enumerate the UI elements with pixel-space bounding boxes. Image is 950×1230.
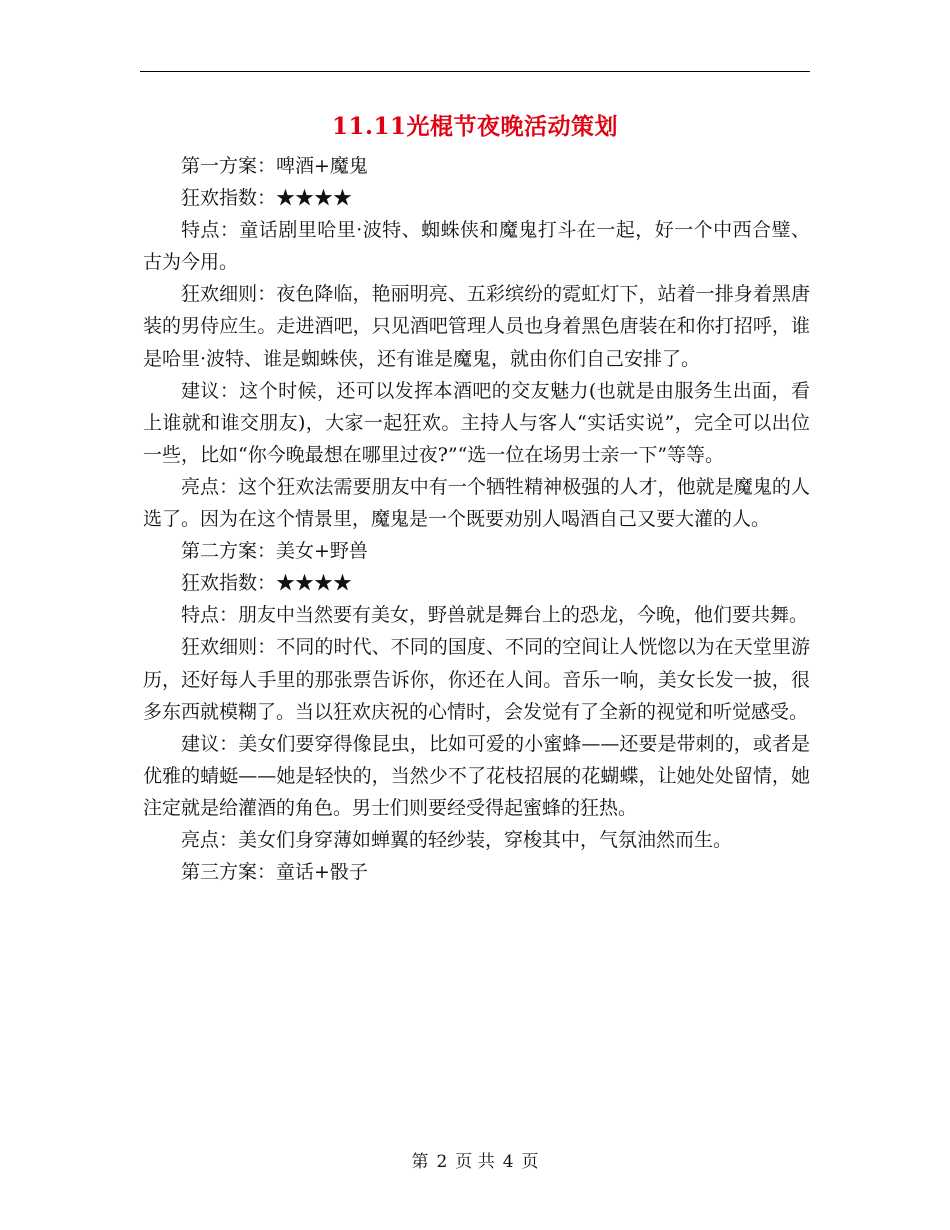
paragraph: 狂欢指数：★★★★ xyxy=(181,187,353,210)
paragraph: 亮点：美女们身穿薄如蝉翼的轻纱装，穿梭其中，气氛油然而生。 xyxy=(181,828,733,851)
footer-prefix: 第 xyxy=(411,1152,429,1172)
paragraph: 第三方案：童话+骰子 xyxy=(181,861,368,884)
paragraph: 第二方案：美女+野兽 xyxy=(181,540,368,563)
document-title: 11.11光棍节夜晚活动策划 xyxy=(331,113,619,140)
paragraph: 亮点：这个狂欢法需要朋友中有一个牺牲精神极强的人才，他就是魔鬼的人选了。因为在这个情景里，魔鬼是一个既要劝别人喝酒自己又要大灌的人。 xyxy=(143,475,810,531)
current-page-number: 2 xyxy=(436,1152,448,1172)
document-body xyxy=(143,150,810,888)
paragraph: 特点：童话剧里哈里·波特、蜘蛛侠和魔鬼打斗在一起，好一个中西合璧、古为今用。 xyxy=(143,219,810,274)
paragraph: 特点：朋友中当然要有美女，野兽就是舞台上的恐龙，今晚，他们要共舞。 xyxy=(181,604,809,627)
page-footer xyxy=(140,1150,810,1174)
footer-suffix: 页 xyxy=(521,1152,539,1172)
paragraph: 建议：美女们要穿得像昆虫，比如可爱的小蜜蜂——还要是带刺的，或者是优雅的蜻蜓——她是轻快的，当然少不了花枝招展的花蝴蝶，让她处处留情，她注定就是给灌酒的角色。男士们则要经受得起蜜蜂的狂热。 xyxy=(143,732,810,819)
header-rule xyxy=(140,71,810,72)
paragraph: 第一方案：啤酒+魔鬼 xyxy=(181,155,368,177)
total-pages-number: 4 xyxy=(502,1152,514,1172)
paragraph: 建议：这个时候，还可以发挥本酒吧的交友魅力(也就是由服务生出面，看上谁就和谁交朋友)，大家一起狂欢。主持人与客人“实话实说”，完全可以出位一些，比如“你今晚最想在哪里过夜?”“选一位在场男士亲一下”等等。 xyxy=(143,379,810,466)
footer-middle: 页 共 xyxy=(455,1152,495,1172)
paragraph: 狂欢细则：不同的时代、不同的国度、不同的空间让人恍惚以为在天堂里游历，还好每人手里的那张票告诉你，你还在人间。音乐一响，美女长发一披，很多东西就模糊了。当以狂欢庆祝的心情时，会发觉有了全新的视觉和听觉感受。 xyxy=(143,636,810,723)
paragraph: 狂欢指数：★★★★ xyxy=(181,572,353,595)
paragraph: 狂欢细则：夜色降临，艳丽明亮、五彩缤纷的霓虹灯下，站着一排身着黑唐装的男侍应生。走进酒吧，只见酒吧管理人员也身着黑色唐装在和你打招呼，谁是哈里·波特、谁是蜘蛛侠，还有谁是魔鬼，就由你们自己安排了。 xyxy=(143,283,810,370)
